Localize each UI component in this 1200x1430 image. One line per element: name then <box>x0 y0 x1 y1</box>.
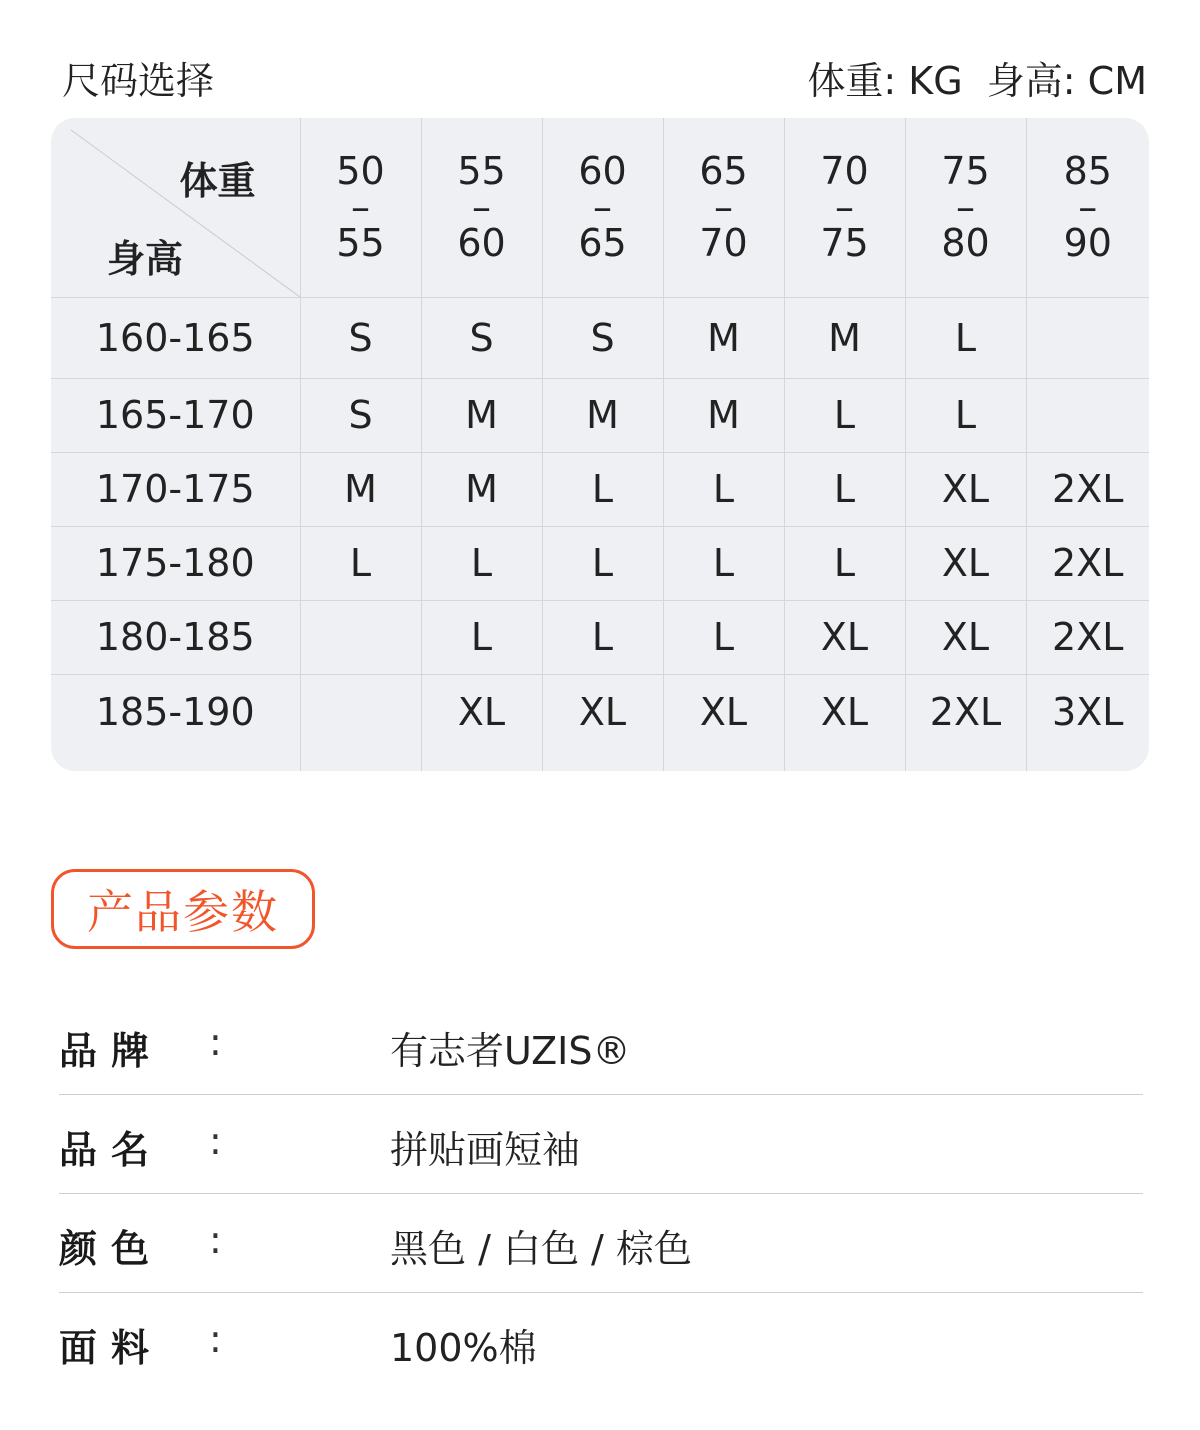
param-colon: : <box>209 1218 222 1262</box>
weight-range-header: 55 – 60 <box>421 118 542 297</box>
size-cell <box>300 674 421 771</box>
size-cell: L <box>542 452 663 526</box>
size-cell: 2XL <box>1026 600 1149 674</box>
weight-range-header: 85 – 90 <box>1026 118 1149 297</box>
size-cell: XL <box>905 526 1026 600</box>
height-range-label: 160-165 <box>51 297 300 378</box>
param-colon: : <box>209 1317 222 1361</box>
height-range-label: 165-170 <box>51 378 300 452</box>
size-cell: L <box>421 526 542 600</box>
height-range-label: 175-180 <box>51 526 300 600</box>
param-value: 100%棉 <box>390 1326 537 1370</box>
height-range-label: 170-175 <box>51 452 300 526</box>
table-row <box>51 600 1149 674</box>
param-colon: : <box>209 1020 222 1064</box>
param-row-fabric <box>59 1293 1143 1391</box>
size-cell: 2XL <box>1026 452 1149 526</box>
size-cell: M <box>421 452 542 526</box>
size-cell: 3XL <box>1052 689 1124 734</box>
size-cell: M <box>300 452 421 526</box>
size-cell: S <box>542 297 663 378</box>
weight-range-header: 70 – 75 <box>784 118 905 297</box>
param-row-brand <box>59 996 1143 1095</box>
table-row <box>51 378 1149 452</box>
size-cell: XL <box>421 674 542 771</box>
table-corner-cell <box>51 118 300 297</box>
size-cell <box>1026 297 1149 378</box>
size-cell: 2XL <box>905 674 1026 771</box>
size-cell: L <box>905 297 1026 378</box>
units-note: 体重: KG 身高: CM <box>807 58 1147 103</box>
size-section-title: 尺码选择 <box>62 58 215 103</box>
size-cell: L <box>784 452 905 526</box>
size-cell: XL <box>905 600 1026 674</box>
product-params-badge: 产品参数 <box>51 869 315 949</box>
size-cell: M <box>421 378 542 452</box>
size-cell: L <box>663 526 784 600</box>
size-cell: L <box>421 600 542 674</box>
param-label: 颜色 <box>59 1227 164 1271</box>
table-header-row <box>51 118 1149 297</box>
table-row <box>51 674 1149 771</box>
size-cell: M <box>784 297 905 378</box>
size-cell <box>300 600 421 674</box>
size-cell: XL <box>663 674 784 771</box>
param-value: 拼贴画短袖 <box>390 1128 581 1172</box>
size-cell: L <box>784 526 905 600</box>
size-cell: L <box>542 526 663 600</box>
size-chart-table <box>51 118 1149 771</box>
size-cell: L <box>300 526 421 600</box>
size-cell: XL <box>905 452 1026 526</box>
size-cell: M <box>663 378 784 452</box>
size-cell: M <box>542 378 663 452</box>
param-value: 有志者UZIS® <box>390 1029 631 1073</box>
size-cell: S <box>300 378 421 452</box>
corner-height-label: 身高 <box>107 236 184 281</box>
size-cell: L <box>663 600 784 674</box>
size-cell: L <box>663 452 784 526</box>
size-cell: XL <box>784 600 905 674</box>
size-cell: M <box>663 297 784 378</box>
param-row-name <box>59 1095 1143 1194</box>
table-row <box>51 297 1149 378</box>
param-label: 面料 <box>59 1326 164 1370</box>
size-cell: XL <box>542 674 663 771</box>
size-cell: L <box>905 378 1026 452</box>
param-label: 品名 <box>59 1128 164 1172</box>
weight-range-header: 60 – 65 <box>542 118 663 297</box>
size-cell: S <box>421 297 542 378</box>
table-row <box>51 526 1149 600</box>
size-cell <box>1026 378 1149 452</box>
size-cell: S <box>300 297 421 378</box>
param-label: 品牌 <box>59 1029 164 1073</box>
height-range-label: 180-185 <box>51 600 300 674</box>
size-cell: 2XL <box>1026 526 1149 600</box>
product-params-list <box>59 996 1143 1391</box>
table-row <box>51 452 1149 526</box>
param-colon: : <box>209 1119 222 1163</box>
param-row-color <box>59 1194 1143 1293</box>
size-cell: L <box>784 378 905 452</box>
weight-range-header: 75 – 80 <box>905 118 1026 297</box>
corner-weight-label: 体重 <box>179 159 256 203</box>
size-cell: L <box>542 600 663 674</box>
size-header <box>62 52 1147 102</box>
height-range-label: 185-190 <box>51 674 300 771</box>
weight-range-header: 65 – 70 <box>663 118 784 297</box>
size-cell: XL <box>784 674 905 771</box>
weight-range-header: 50 – 55 <box>300 118 421 297</box>
param-value: 黑色 / 白色 / 棕色 <box>390 1227 692 1271</box>
